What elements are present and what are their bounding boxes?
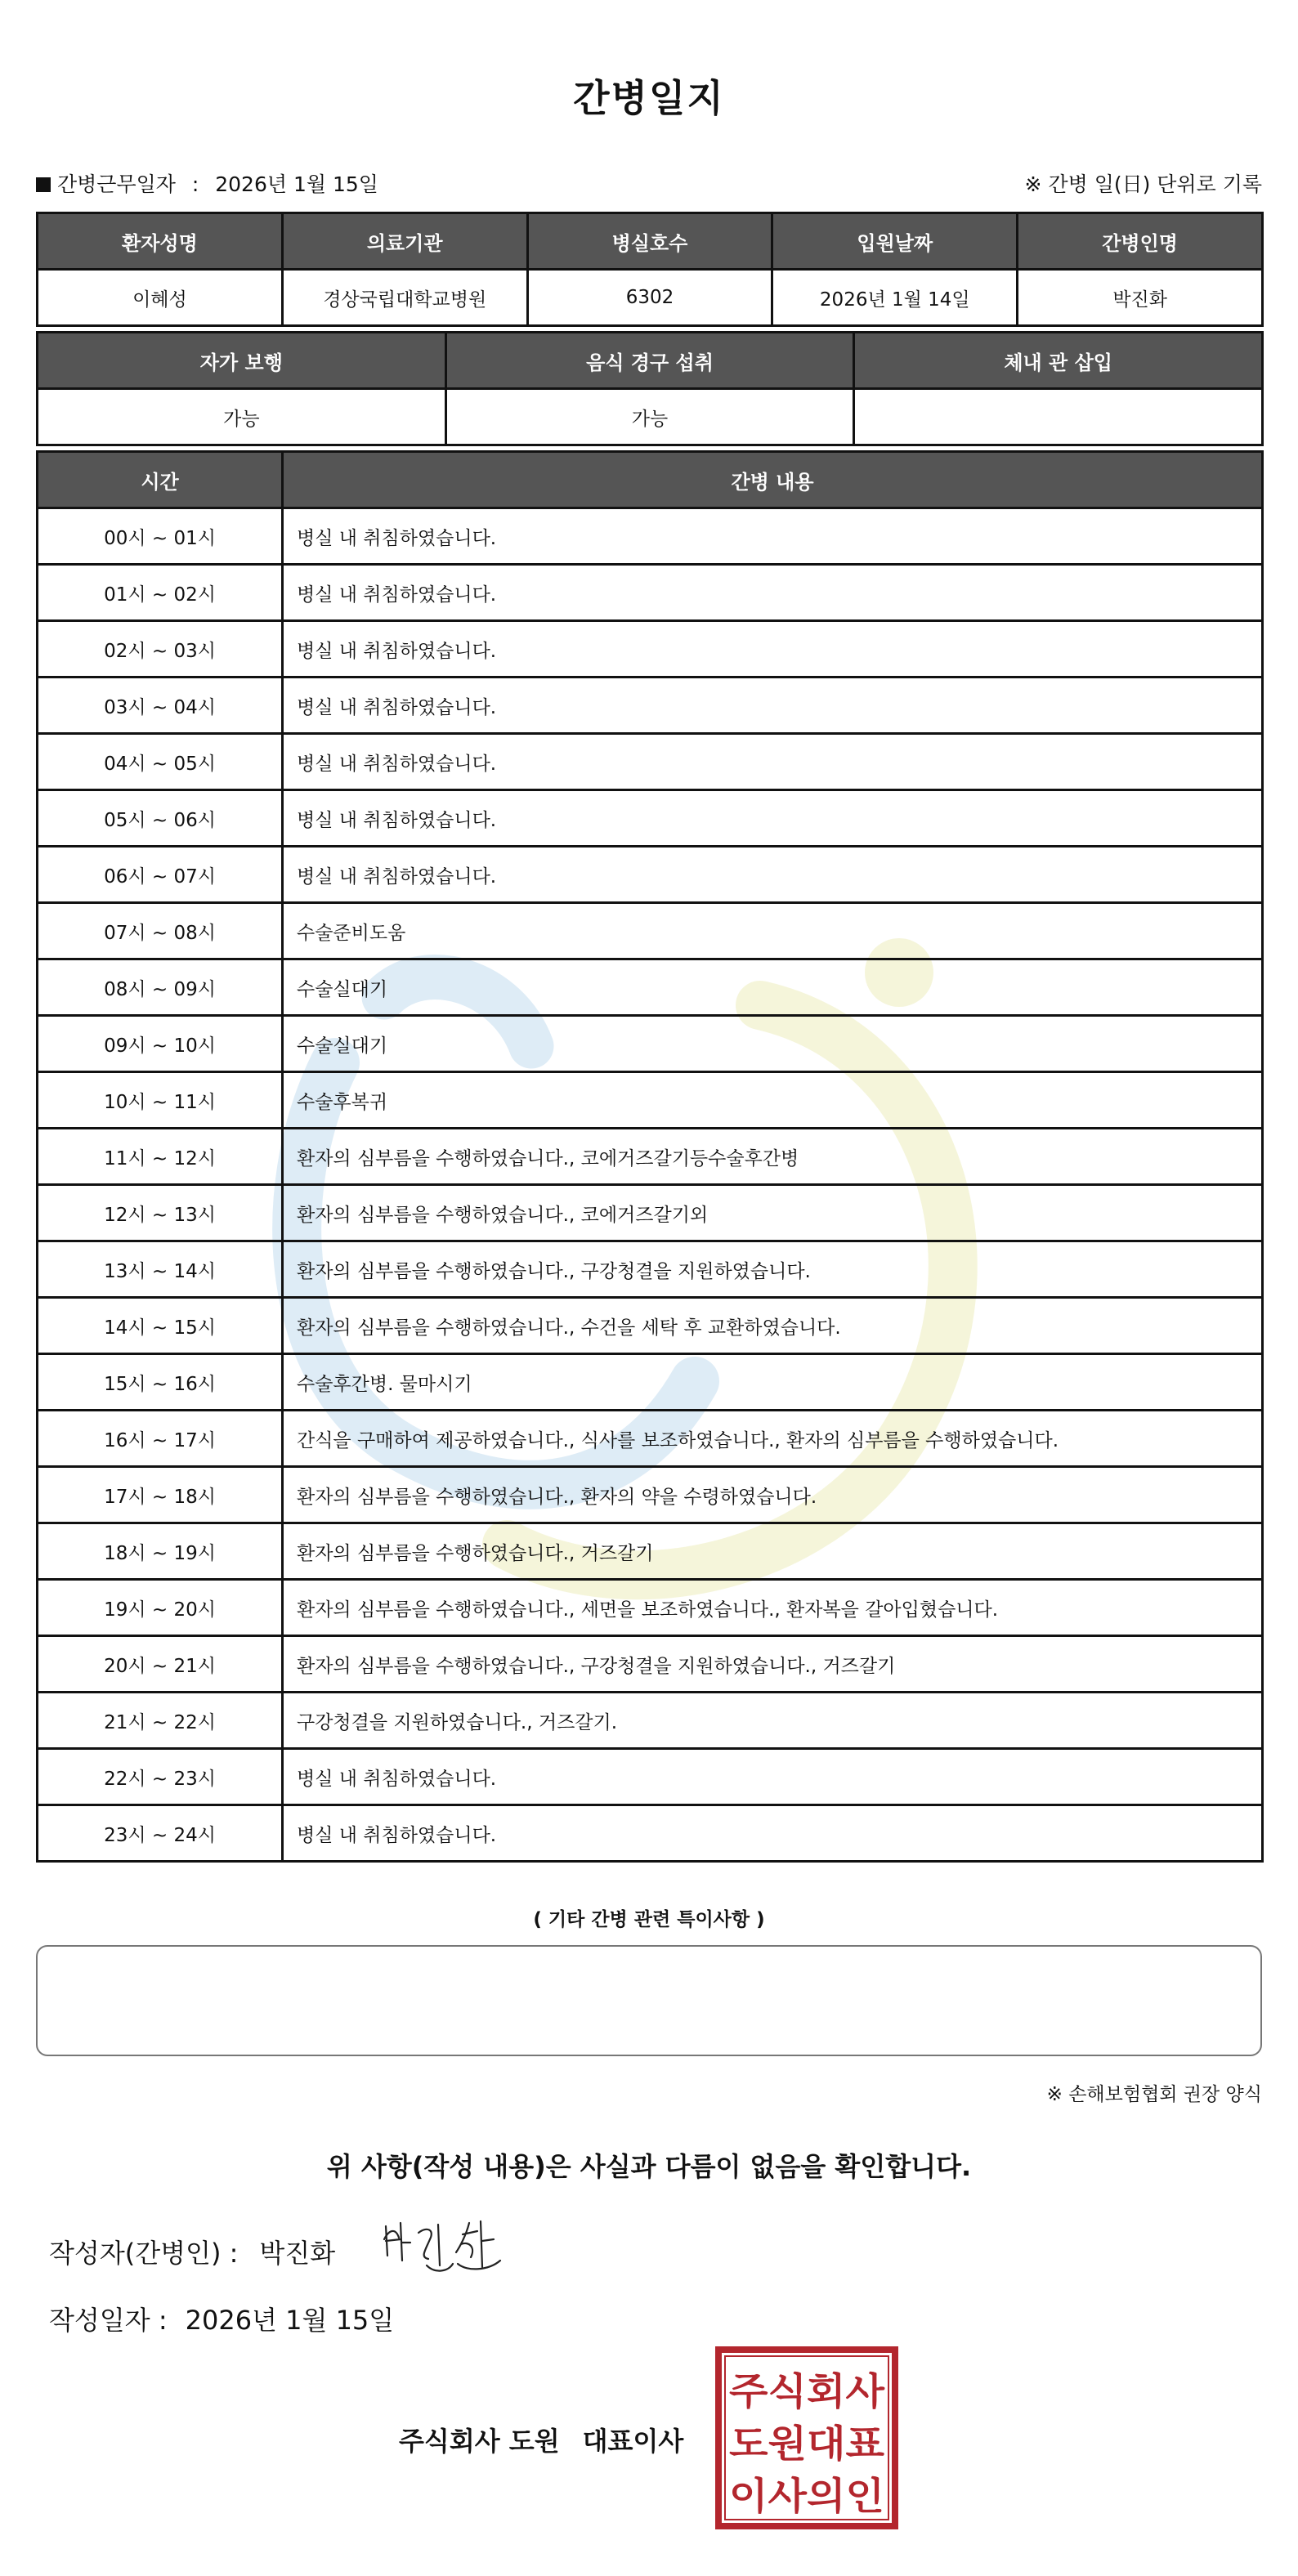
writer-label: 작성자(간병인) : bbox=[49, 2238, 239, 2269]
time-slot: 14시 ~ 15시 bbox=[38, 1298, 283, 1354]
time-slot: 19시 ~ 20시 bbox=[38, 1580, 283, 1636]
header-care-content: 간병 내용 bbox=[283, 452, 1263, 508]
work-date-value: 2026년 1월 15일 bbox=[215, 172, 378, 196]
table-row bbox=[38, 1467, 1263, 1523]
company-seal bbox=[714, 2346, 899, 2530]
table-row bbox=[38, 508, 1263, 565]
time-slot: 02시 ~ 03시 bbox=[38, 621, 283, 678]
care-content: 환자의 심부름을 수행하였습니다., 환자의 약을 수령하였습니다. bbox=[283, 1467, 1263, 1523]
time-slot: 12시 ~ 13시 bbox=[38, 1185, 283, 1241]
care-content: 환자의 심부름을 수행하였습니다., 수건을 세탁 후 교환하였습니다. bbox=[283, 1298, 1263, 1354]
patient-ability-table bbox=[36, 331, 1264, 446]
table-row bbox=[38, 734, 1263, 790]
time-slot: 03시 ~ 04시 bbox=[38, 678, 283, 734]
time-slot: 00시 ~ 01시 bbox=[38, 508, 283, 565]
table-row bbox=[38, 903, 1263, 959]
table-row bbox=[38, 621, 1263, 678]
care-content: 병실 내 취침하였습니다. bbox=[283, 621, 1263, 678]
company-name: 주식회사 도원 bbox=[399, 2426, 560, 2457]
written-date-line bbox=[49, 2300, 394, 2337]
time-slot: 04시 ~ 05시 bbox=[38, 734, 283, 790]
time-slot: 01시 ~ 02시 bbox=[38, 565, 283, 621]
seal-line-1: 주식회사 bbox=[729, 2369, 885, 2413]
care-content: 병실 내 취침하였습니다. bbox=[283, 847, 1263, 903]
care-log-table bbox=[36, 450, 1264, 1863]
time-slot: 20시 ~ 21시 bbox=[38, 1636, 283, 1693]
header-admission-date: 입원날짜 bbox=[772, 213, 1018, 270]
header-room: 병실호수 bbox=[527, 213, 772, 270]
confirmation-statement: 위 사항(작성 내용)은 사실과 다름이 없음을 확인합니다. bbox=[326, 2151, 972, 2182]
patient-name: 이혜성 bbox=[38, 270, 283, 326]
care-content: 병실 내 취침하였습니다. bbox=[283, 1749, 1263, 1805]
company-line bbox=[399, 2421, 683, 2458]
header-hospital: 의료기관 bbox=[282, 213, 527, 270]
caregiver-name: 박진화 bbox=[1018, 270, 1263, 326]
record-unit-note: ※ 간병 일(日) 단위로 기록 bbox=[1024, 172, 1262, 196]
care-content: 수술준비도움 bbox=[283, 903, 1263, 959]
table-row bbox=[38, 1636, 1263, 1693]
work-date bbox=[36, 168, 378, 198]
time-slot: 07시 ~ 08시 bbox=[38, 903, 283, 959]
table-row bbox=[38, 1129, 1263, 1185]
table-row bbox=[38, 1241, 1263, 1298]
care-content: 간식을 구매하여 제공하였습니다., 식사를 보조하였습니다., 환자의 심부름을 수행하였습니다. bbox=[283, 1411, 1263, 1467]
care-content: 수술후간병. 물마시기 bbox=[283, 1354, 1263, 1411]
association-note: ※ 손해보험협회 권장 양식 bbox=[1046, 2084, 1262, 2105]
table-row bbox=[38, 847, 1263, 903]
care-content: 환자의 심부름을 수행하였습니다., 구강청결을 지원하였습니다. bbox=[283, 1241, 1263, 1298]
work-date-label: 간병근무일자 bbox=[57, 172, 176, 196]
table-row bbox=[38, 1072, 1263, 1129]
written-date-label: 작성일자 : bbox=[49, 2305, 168, 2336]
admission-date: 2026년 1월 14일 bbox=[772, 270, 1018, 326]
writer-name: 박진화 bbox=[259, 2238, 336, 2269]
oral-intake: 가능 bbox=[445, 389, 854, 445]
table-row bbox=[38, 1354, 1263, 1411]
time-slot: 23시 ~ 24시 bbox=[38, 1805, 283, 1862]
time-slot: 13시 ~ 14시 bbox=[38, 1241, 283, 1298]
table-row bbox=[38, 1411, 1263, 1467]
table-row bbox=[38, 1693, 1263, 1749]
header-self-walking: 자가 보행 bbox=[38, 333, 446, 389]
table-row bbox=[38, 1298, 1263, 1354]
table-row bbox=[38, 959, 1263, 1016]
signature bbox=[378, 2215, 517, 2288]
care-content: 수술실대기 bbox=[283, 1016, 1263, 1072]
care-content: 환자의 심부름을 수행하였습니다., 코에거즈갈기등수술후간병 bbox=[283, 1129, 1263, 1185]
header-tube-insertion: 체내 관 삽입 bbox=[854, 333, 1263, 389]
company-ceo: 대표이사 bbox=[582, 2426, 684, 2457]
hospital: 경상국립대학교병원 bbox=[282, 270, 527, 326]
time-slot: 21시 ~ 22시 bbox=[38, 1693, 283, 1749]
time-slot: 15시 ~ 16시 bbox=[38, 1354, 283, 1411]
written-date-value: 2026년 1월 15일 bbox=[185, 2305, 395, 2336]
table-row bbox=[38, 1580, 1263, 1636]
time-slot: 18시 ~ 19시 bbox=[38, 1523, 283, 1580]
remarks-box bbox=[36, 1945, 1262, 2056]
remarks-title: ( 기타 간병 관련 특이사항 ) bbox=[533, 1909, 765, 1930]
seal-line-3: 이사의인 bbox=[729, 2474, 884, 2518]
header-oral-intake: 음식 경구 섭취 bbox=[445, 333, 854, 389]
care-content: 수술실대기 bbox=[283, 959, 1263, 1016]
care-content: 병실 내 취침하였습니다. bbox=[283, 565, 1263, 621]
table-row bbox=[38, 1016, 1263, 1072]
time-slot: 05시 ~ 06시 bbox=[38, 790, 283, 847]
time-slot: 09시 ~ 10시 bbox=[38, 1016, 283, 1072]
care-content: 환자의 심부름을 수행하였습니다., 코에거즈갈기외 bbox=[283, 1185, 1263, 1241]
care-content: 구강청결을 지원하였습니다., 거즈갈기. bbox=[283, 1693, 1263, 1749]
table-row bbox=[38, 790, 1263, 847]
seal-line-2: 도원대표 bbox=[729, 2422, 885, 2466]
header-time: 시간 bbox=[38, 452, 283, 508]
care-content: 병실 내 취침하였습니다. bbox=[283, 1805, 1263, 1862]
care-content: 환자의 심부름을 수행하였습니다., 거즈갈기 bbox=[283, 1523, 1263, 1580]
room-number: 6302 bbox=[527, 270, 772, 326]
care-content: 수술후복귀 bbox=[283, 1072, 1263, 1129]
time-slot: 17시 ~ 18시 bbox=[38, 1467, 283, 1523]
header-patient-name: 환자성명 bbox=[38, 213, 283, 270]
table-row bbox=[38, 1749, 1263, 1805]
table-row bbox=[38, 678, 1263, 734]
tube-insertion bbox=[854, 389, 1263, 445]
care-content: 환자의 심부름을 수행하였습니다., 구강청결을 지원하였습니다., 거즈갈기 bbox=[283, 1636, 1263, 1693]
time-slot: 08시 ~ 09시 bbox=[38, 959, 283, 1016]
time-slot: 16시 ~ 17시 bbox=[38, 1411, 283, 1467]
time-slot: 10시 ~ 11시 bbox=[38, 1072, 283, 1129]
table-row bbox=[38, 1185, 1263, 1241]
time-slot: 22시 ~ 23시 bbox=[38, 1749, 283, 1805]
care-content: 병실 내 취침하였습니다. bbox=[283, 790, 1263, 847]
care-content: 환자의 심부름을 수행하였습니다., 세면을 보조하였습니다., 환자복을 갈아입혔습니다. bbox=[283, 1580, 1263, 1636]
table-row bbox=[38, 1805, 1263, 1862]
work-date-separator: : bbox=[191, 172, 199, 196]
care-content: 병실 내 취침하였습니다. bbox=[283, 678, 1263, 734]
document-title: 간병일지 bbox=[573, 76, 725, 120]
care-content: 병실 내 취침하였습니다. bbox=[283, 734, 1263, 790]
time-slot: 11시 ~ 12시 bbox=[38, 1129, 283, 1185]
time-slot: 06시 ~ 07시 bbox=[38, 847, 283, 903]
header-caregiver: 간병인명 bbox=[1018, 213, 1263, 270]
table-row bbox=[38, 565, 1263, 621]
self-walking: 가능 bbox=[38, 389, 446, 445]
writer-line bbox=[49, 2233, 335, 2270]
square-bullet-icon bbox=[36, 177, 51, 192]
table-row bbox=[38, 1523, 1263, 1580]
care-content: 병실 내 취침하였습니다. bbox=[283, 508, 1263, 565]
patient-info-table bbox=[36, 212, 1264, 327]
